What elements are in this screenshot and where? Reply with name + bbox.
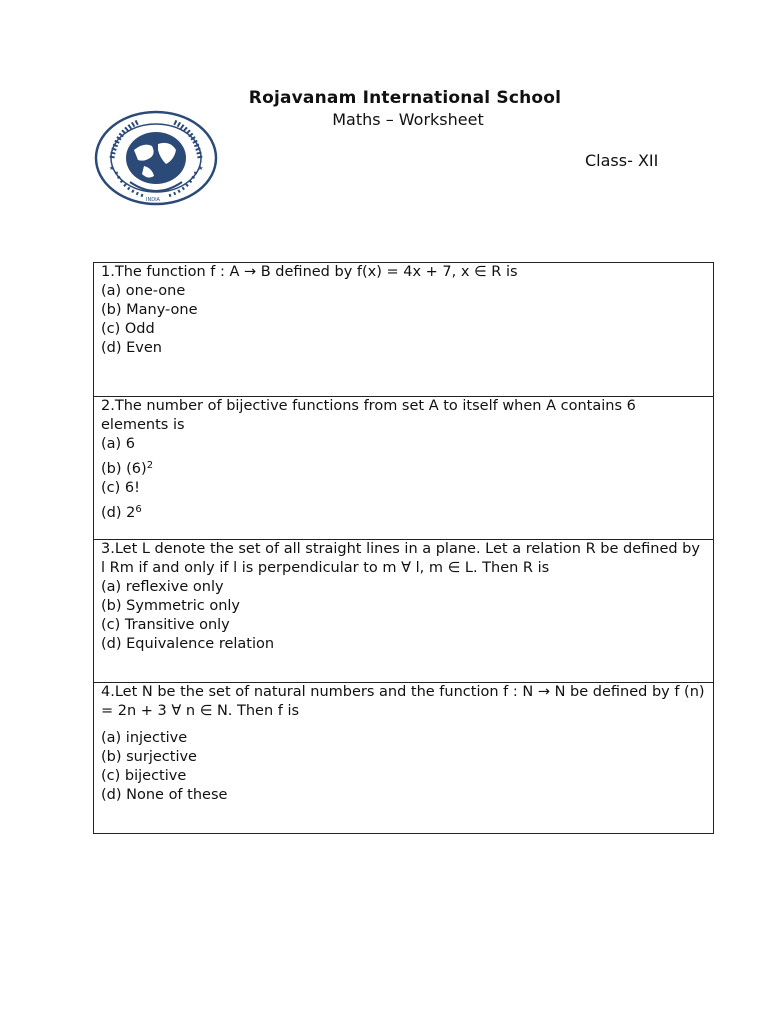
question-2-option-d-exponent: 6 [135, 504, 142, 515]
question-2-option-d [94, 500, 713, 523]
question-cell-1 [94, 263, 713, 396]
question-2-option-b-base: (6) [126, 461, 147, 477]
question-2-option-a: (a) 6 [101, 436, 136, 452]
question-cell-4 [94, 682, 713, 834]
question-1-option-a: (a) one-one [101, 283, 186, 299]
question-2-option-d-label: (d) [101, 505, 122, 521]
question-3-option-b: (b) Symmetric only [101, 598, 241, 614]
question-1-option-d: (d) Even [101, 340, 162, 356]
logo-country-text: INDIA [146, 197, 160, 203]
question-2-text: 2.The number of bijective functions from set A to itself when A contains 6 elements is [101, 398, 636, 433]
school-name: Rojavanam International School [248, 88, 562, 108]
svg-text:★: ★ [198, 165, 204, 172]
question-4-option-b: (b) surjective [101, 749, 197, 765]
question-1-option-c: (c) Odd [101, 321, 155, 337]
worksheet-title: Maths – Worksheet [332, 110, 484, 129]
question-2-option-d-base: 2 [126, 505, 136, 521]
question-4-option-d: (d) None of these [101, 787, 228, 803]
question-2-option-b [94, 456, 713, 479]
question-4-option-c: (c) bijective [101, 768, 187, 784]
question-3-text: 3.Let L denote the set of all straight lines in a plane. Let a relation R be defined by l Rm if and only if l is perpendicular to m ∀ l, m ∈ L. Then R is [101, 541, 700, 576]
questions-table [93, 262, 714, 834]
school-logo [94, 110, 218, 206]
question-4-text: 4.Let N be the set of natural numbers and the function f : N → N be defined by f (n) = 2n + 3 ∀ n ∈ N. Then f is [101, 684, 705, 719]
question-1-text: 1.The function f : A → B defined by f(x) = 4x + 7, x ∈ R is [101, 264, 518, 280]
class-label: Class- XII [585, 151, 659, 170]
question-cell-3 [94, 539, 713, 682]
question-cell-2 [94, 396, 713, 539]
question-3-option-d: (d) Equivalence relation [101, 636, 275, 652]
question-1-option-b: (b) Many-one [101, 302, 198, 318]
question-2-option-b-exponent: 2 [146, 460, 154, 471]
question-4-option-a: (a) injective [101, 730, 188, 746]
svg-text:★: ★ [109, 165, 115, 172]
question-3-option-a: (a) reflexive only [101, 579, 224, 595]
question-2-option-c: (c) 6! [101, 480, 140, 496]
question-3-option-c: (c) Transitive only [101, 617, 230, 633]
question-2-option-b-label: (b) [101, 461, 122, 477]
